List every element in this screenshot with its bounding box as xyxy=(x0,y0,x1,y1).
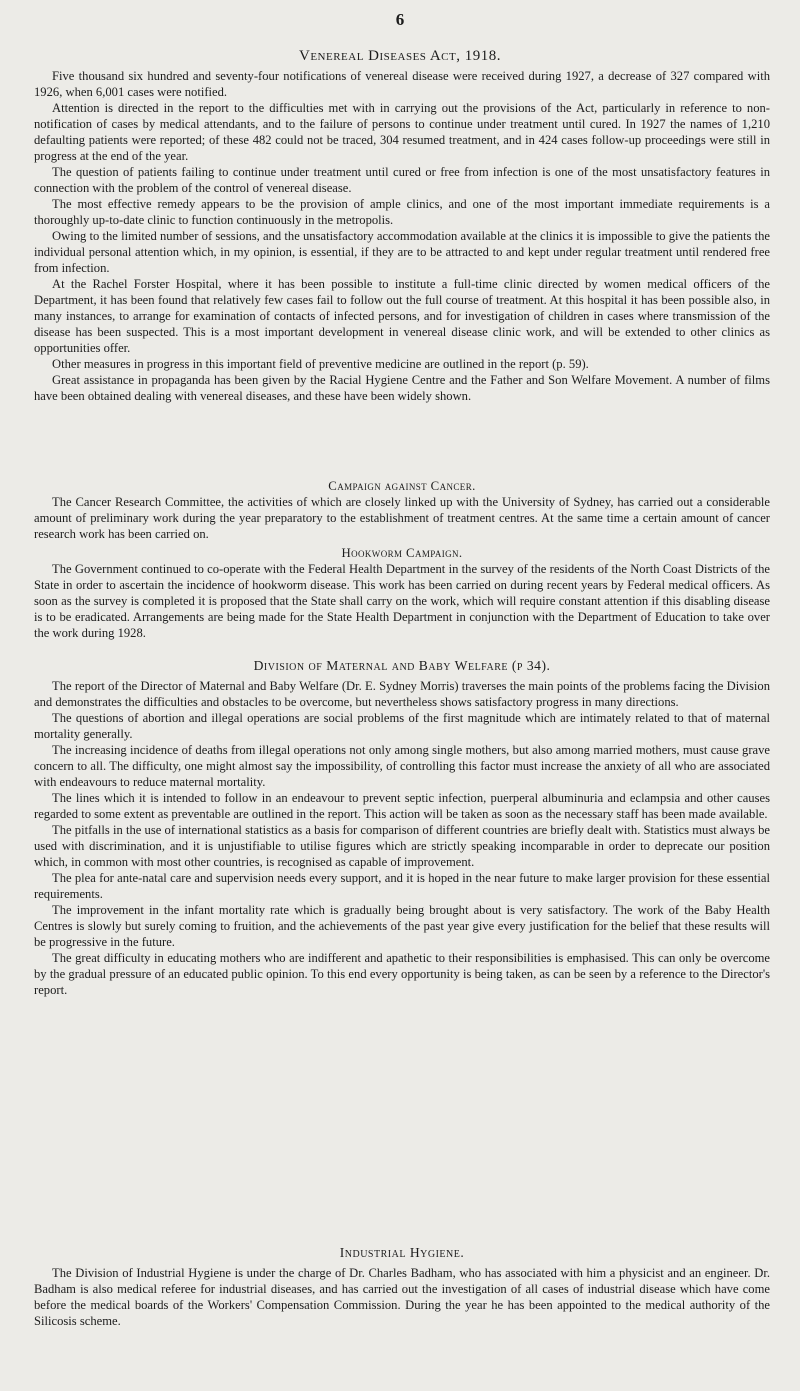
paragraph: The questions of abortion and illegal operations are social problems of the first magnitude which are intimately related to that of maternal mortality generally. xyxy=(34,711,770,741)
section-hookworm xyxy=(34,545,770,641)
paragraph: Great assistance in propaganda has been given by the Racial Hygiene Centre and the Father and Son Welfare Movement. A number of films have been obtained dealing with venereal diseases, and these have been widely shown. xyxy=(34,373,770,403)
section-cancer xyxy=(34,478,770,542)
paragraph: Owing to the limited number of sessions, and the unsatisfactory accommodation available at the clinics it is impossible to give the patients the individual personal attention which, in my opinion, is essential, if they are to be attracted to and kept under regular treatment until rendered free from infection. xyxy=(34,229,770,275)
paragraph: The pitfalls in the use of international statistics as a basis for comparison of different countries are briefly dealt with. Statistics must always be used with discrimination, and it is unjustifiable to utilise figures which are strictly speaking incomparable in order to deprecate our position which, in common with most other countries, is recognised as capable of improvement. xyxy=(34,823,770,869)
paragraph: The Government continued to co-operate with the Federal Health Department in the survey of the residents of the North Coast Districts of the State in order to ascertain the incidence of hookworm disease. This work has been carried on during recent years by Federal medical officers. As soon as the survey is completed it is proposed that the State shall carry on the work, which will require constant attention if this disabling disease is to be eradicated. Arrangements are being made for the State Health Department in conjunction with the Department of Education to take over the work during 1928. xyxy=(34,562,770,640)
paragraph: The question of patients failing to continue under treatment until cured or free from infection is one of the most unsatisfactory features in connection with the problem of the control of venereal disease. xyxy=(34,165,770,195)
heading-cancer: Campaign against Cancer. xyxy=(328,479,476,493)
heading-hookworm: Hookworm Campaign. xyxy=(341,546,463,560)
heading-venereal: Venereal Diseases Act, 1918. xyxy=(299,48,501,64)
paragraph: At the Rachel Forster Hospital, where it has been possible to institute a full-time clinic directed by women medical officers of the Department, it has been found that relatively few cases fail to follow out the full course of treatment. At this hospital it has been possible also, in many instances, to arrange for examination of contacts of infected persons, and for investigation of children in cases where transmission of the disease has been suspected. This is a most important development in venereal disease clinic work, and will be extended to other clinics as opportunities offer. xyxy=(34,277,770,355)
section-venereal xyxy=(34,68,770,404)
paragraph: The plea for ante-natal care and supervision needs every support, and it is hoped in the near future to make larger provision for these essential requirements. xyxy=(34,871,770,901)
heading-maternal: Division of Maternal and Baby Welfare (p 34). xyxy=(253,658,551,673)
paragraph: The most effective remedy appears to be the provision of ample clinics, and one of the most important immediate requirements is a thoroughly up-to-date clinic to function continuously in the metropolis. xyxy=(34,197,770,227)
section-industrial xyxy=(34,1245,770,1329)
paragraph: Attention is directed in the report to the difficulties met with in carrying out the provisions of the Act, particularly in reference to non-notification of cases by medical attendants, and to the failure of persons to continue under treatment until cured. In 1927 the names of 1,210 defaulting patients were reported; of these 482 could not be traced, 304 resumed treatment, and in 424 cases follow-up proceedings were still in progress at the end of the year. xyxy=(34,101,770,163)
paragraph: Other measures in progress in this important field of preventive medicine are outlined in the report (p. 59). xyxy=(52,357,589,371)
heading-industrial: Industrial Hygiene. xyxy=(339,1245,465,1260)
paragraph: The lines which it is intended to follow in an endeavour to prevent septic infection, puerperal albuminuria and eclampsia and other causes regarded to some extent as preventable are outlined in the report. This action will be taken as soon as the necessary staff has been made available. xyxy=(34,791,770,821)
paragraph: The report of the Director of Maternal and Baby Welfare (Dr. E. Sydney Morris) traverses the main points of the problems facing the Division and demonstrates the difficulties and obstacles to be overcome, but nevertheless shows satisfactory progress in many directions. xyxy=(34,679,770,709)
section-maternal xyxy=(34,658,770,998)
page-number: 6 xyxy=(395,10,405,29)
paragraph: Five thousand six hundred and seventy-four notifications of venereal disease were received during 1927, a decrease of 327 compared with 1926, when 6,001 cases were notified. xyxy=(34,69,770,99)
paragraph: The increasing incidence of deaths from illegal operations not only among single mothers, but also among married mothers, must cause grave concern to all. The difficulty, one might almost say the impossibility, of controlling this factor must increase the anxiety of all who are associated with endeavours to reduce maternal mortality. xyxy=(34,743,770,789)
paragraph: The Cancer Research Committee, the activities of which are closely linked up with the University of Sydney, has carried out a considerable amount of preliminary work during the year preparatory to the establishment of treatment centres. At the same time a certain amount of cancer research work has been carried on. xyxy=(34,495,770,541)
paragraph: The improvement in the infant mortality rate which is gradually being brought about is very satisfactory. The work of the Baby Health Centres is slowly but surely coming to fruition, and the achievements of the past year give every justification for the belief that these results will be progressive in the future. xyxy=(34,903,770,949)
paragraph: The Division of Industrial Hygiene is under the charge of Dr. Charles Badham, who has associated with him a physicist and an engineer. Dr. Badham is also medical referee for industrial diseases, and has carried out the investigation of all cases of industrial disease which have come before the medical boards of the Workers' Compensation Commission. During the year he has been appointed to the medical authority of the Silicosis scheme. xyxy=(34,1266,770,1328)
paragraph: The great difficulty in educating mothers who are indifferent and apathetic to their responsibilities is emphasised. This can only be overcome by the gradual pressure of an educated public opinion. To this end every opportunity is being taken, as can be seen by a reference to the Director's report. xyxy=(34,951,770,997)
